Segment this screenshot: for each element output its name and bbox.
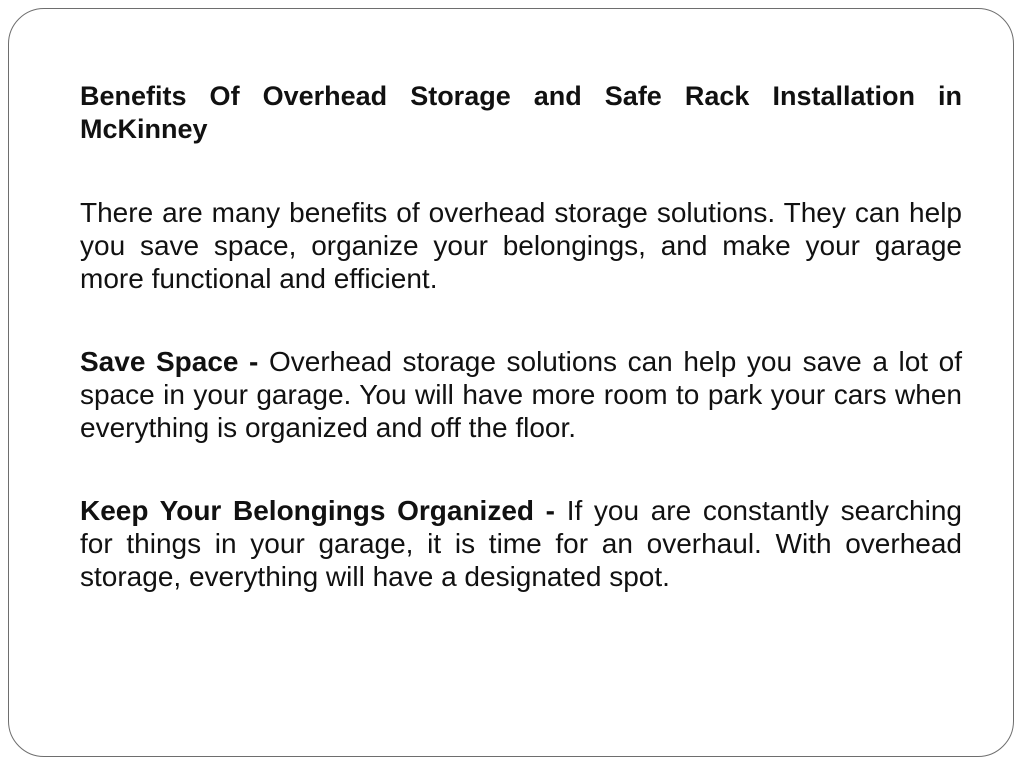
slide-title: Benefits Of Overhead Storage and Safe Rack Installation in McKinney xyxy=(80,81,962,144)
save-space-heading: Save Space - xyxy=(80,346,269,377)
slide-content xyxy=(80,80,962,593)
save-space-paragraph xyxy=(80,345,962,444)
organized-paragraph xyxy=(80,494,962,593)
save-space-body: Overhead storage solutions can help you save a lot of space in your garage. You will have more room to park your cars when everything is organized and off the floor. xyxy=(80,346,962,443)
intro-paragraph: There are many benefits of overhead storage solutions. They can help you save space, organize your belongings, and make your garage more functional and efficient. xyxy=(80,197,962,294)
organized-body: If you are constantly searching for things in your garage, it is time for an overhaul. With overhead storage, everything will have a designated spot. xyxy=(80,495,962,592)
organized-heading: Keep Your Belongings Organized - xyxy=(80,495,567,526)
